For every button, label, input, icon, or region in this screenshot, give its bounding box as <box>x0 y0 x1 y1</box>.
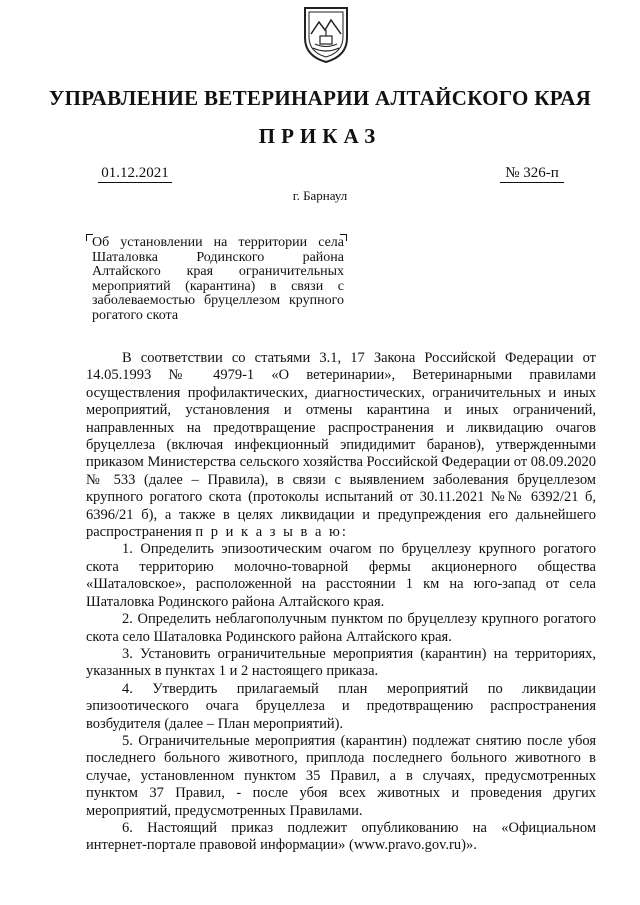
order-item-1: 1. Определить эпизоотическим очагом по бруцеллезу крупного рогатого скота территорию молочно-товарной фермы акционерного общества «Шаталовское», расположенной на расстоянии 1 км на юго-запад от села Шаталовка Родинского района Алтайского края. <box>86 541 596 610</box>
document-subject: Об установлении на территории села Шаталовка Родинского района Алтайского края ограничительных мероприятий (карантина) в связи с заболеваемостью бруцеллезом крупного рогатого скота <box>92 235 344 323</box>
order-item-2: 2. Определить неблагополучным пунктом по бруцеллезу крупного рогатого скота село Шаталовка Родинского района Алтайского края. <box>86 611 596 645</box>
document-body <box>86 350 596 855</box>
organization-name: УПРАВЛЕНИЕ ВЕТЕРИНАРИИ АЛТАЙСКОГО КРАЯ <box>48 86 592 110</box>
preamble-paragraph <box>86 350 596 541</box>
order-item-3: 3. Установить ограничительные мероприятия (карантин) на территориях, указанных в пунктах 1 и 2 настоящего приказа. <box>86 645 596 680</box>
order-word: п р и к а з ы в а ю: <box>195 524 348 541</box>
coat-of-arms-icon <box>301 4 351 64</box>
order-item-5: 5. Ограничительные мероприятия (карантин) подлежат снятию после убоя последнего больного животного, приплода последнего больного животного в случае, установленном пунктом 35 Правил, а в случаях, предусмотренных пунктом 37 Правил, - после убоя всех животных и проведения других мероприятий, предусмотренных Правилами. <box>86 732 596 819</box>
preamble-text: В соответствии со статьями 3.1, 17 Закона Российской Федерации от 14.05.1993 № 4979-1 «О ветеринарии», Ветеринарными правилами осуществления профилактических, диагностических, ограничительных и иных мероприятий, установления и отмены карантина и иных ограничений, направленных на предотвращение распространения и ликвидацию очагов бруцеллеза (включая инфекционный эпидидимит баранов), утвержденными приказом Министерства сельского хозяйства Российской Федерации от 08.09.2020 № 533 (далее – Правила), в связи с выявлением заболевания бруцеллезом крупного рогатого скота (протоколы испытаний от 30.11.2021 №№ 6392/21 б, 6396/21 б), а также в целях ликвидации и предупреждения его дальнейшего распространения <box>86 350 596 541</box>
document-date: 01.12.2021 <box>98 164 172 183</box>
order-item-4: 4. Утвердить прилагаемый план мероприятий по ликвидации эпизоотического очага бруцеллеза и предотвращению распространения возбудителя (далее – План мероприятий). <box>86 680 596 732</box>
document-city: г. Барнаул <box>292 188 348 203</box>
document-number: № 326-п <box>500 164 564 183</box>
order-item-6: 6. Настоящий приказ подлежит опубликованию на «Официальном интернет-портале правовой информации» (www.pravo.gov.ru)». <box>86 819 596 854</box>
document-type: ПРИКАЗ <box>258 124 382 148</box>
